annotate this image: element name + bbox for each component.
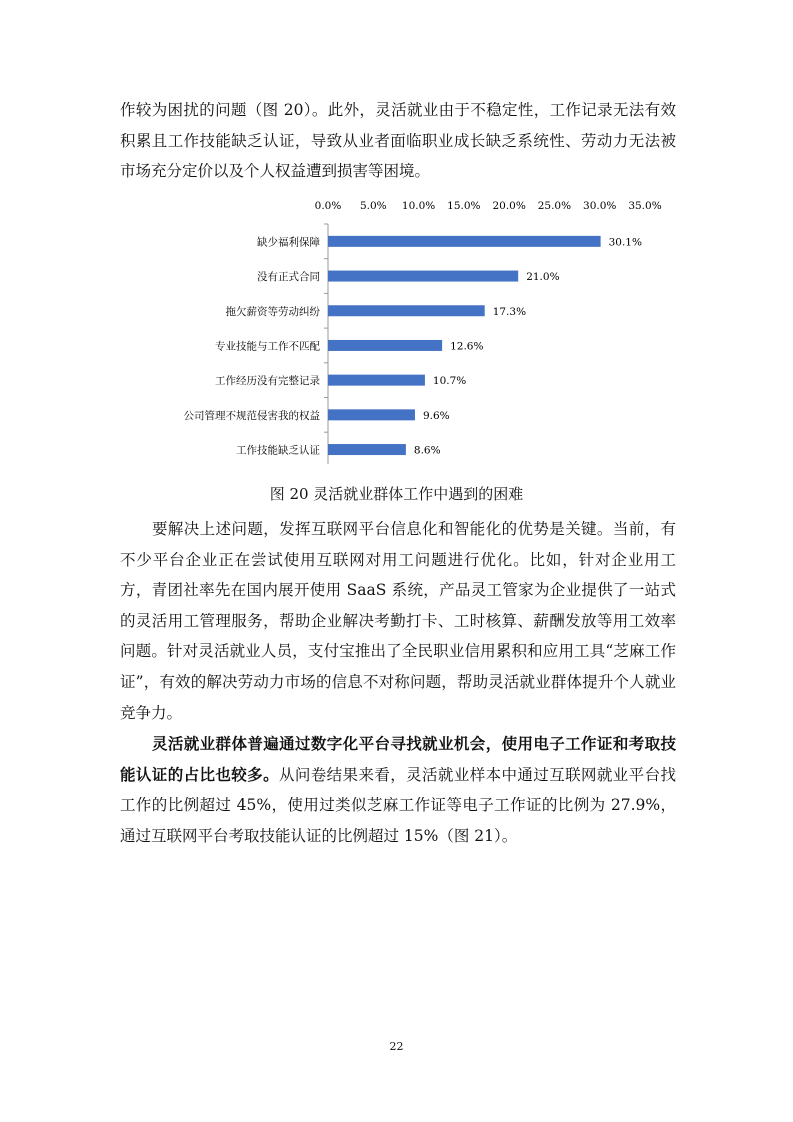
bar bbox=[328, 340, 442, 351]
value-label: 9.6% bbox=[422, 409, 450, 422]
bar bbox=[328, 305, 485, 316]
category-label: 没有正式合同 bbox=[257, 271, 320, 284]
x-tick-label: 35.0% bbox=[628, 200, 662, 212]
x-tick-label: 20.0% bbox=[492, 200, 526, 212]
category-label: 公司管理不规范侵害我的权益 bbox=[183, 409, 320, 422]
value-label: 21.0% bbox=[526, 271, 560, 284]
category-label: 工作经历没有完整记录 bbox=[215, 375, 320, 388]
value-label: 17.3% bbox=[492, 305, 527, 318]
bar bbox=[328, 236, 601, 247]
paragraph-3-bold: 灵活就业群体普遍通过数字化平台寻找就业机会，使用电子工作证和考取技能认证的占比也较多。 bbox=[120, 734, 676, 784]
category-label: 专业技能与工作不匹配 bbox=[215, 340, 320, 353]
paragraph-3-rest: 从问卷结果来看，灵活就业样本中通过互联网就业平台找工作的比例超过 45%，使用过类似芝麻工作证等电子工作证的比例为 27.9%，通过互联网平台考取技能认证的比例超过 15%（图 21）。 bbox=[120, 765, 676, 845]
bar bbox=[328, 409, 415, 420]
x-tick-label: 5.0% bbox=[359, 200, 387, 212]
x-tick-label: 30.0% bbox=[583, 200, 617, 212]
value-label: 8.6% bbox=[413, 444, 441, 457]
paragraph-1: 作较为困扰的问题（图 20）。此外，灵活就业由于不稳定性，工作记录无法有效积累且工作技能缺乏认证，导致从业者面临职业成长缺乏系统性、劳动力无法被市场充分定价以及个人权益遭到损害等困境。 bbox=[120, 101, 676, 181]
bar-chart bbox=[150, 196, 670, 464]
value-label: 30.1% bbox=[608, 236, 642, 249]
x-tick-label: 15.0% bbox=[447, 200, 481, 212]
x-tick-label: 0.0% bbox=[314, 200, 342, 212]
category-label: 拖欠薪资等劳动纠纷 bbox=[225, 305, 320, 318]
value-label: 10.7% bbox=[432, 375, 467, 388]
category-label: 工作技能缺乏认证 bbox=[236, 444, 320, 457]
x-tick-label: 10.0% bbox=[401, 200, 436, 212]
paragraph-2: 要解决上述问题，发挥互联网平台信息化和智能化的优势是关键。当前，有不少平台企业正在尝试使用互联网对用工问题进行优化。比如，针对企业用工方，青团社率先在国内展开使用 SaaS 系统，产品灵工管家为企业提供了一站式的灵活用工管理服务，帮助企业解决考勤打卡、工时核算、薪酬发放等用工效率问题。针对灵活就业人员，支付宝推出了全民职业信用累积和应用工具“芝麻工作证”，有效的解决劳动力市场的信息不对称问题，帮助灵活就业群体提升个人就业竞争力。 bbox=[120, 520, 676, 722]
paragraph-3 bbox=[120, 729, 676, 851]
x-tick-label: 25.0% bbox=[537, 200, 572, 212]
bar bbox=[328, 271, 518, 282]
page-number: 22 bbox=[389, 1040, 404, 1053]
bar bbox=[328, 375, 425, 386]
figure-caption: 图 20 灵活就业群体工作中遇到的困难 bbox=[269, 485, 524, 503]
bar bbox=[328, 444, 406, 455]
category-label: 缺少福利保障 bbox=[257, 236, 320, 249]
value-label: 12.6% bbox=[450, 340, 484, 353]
